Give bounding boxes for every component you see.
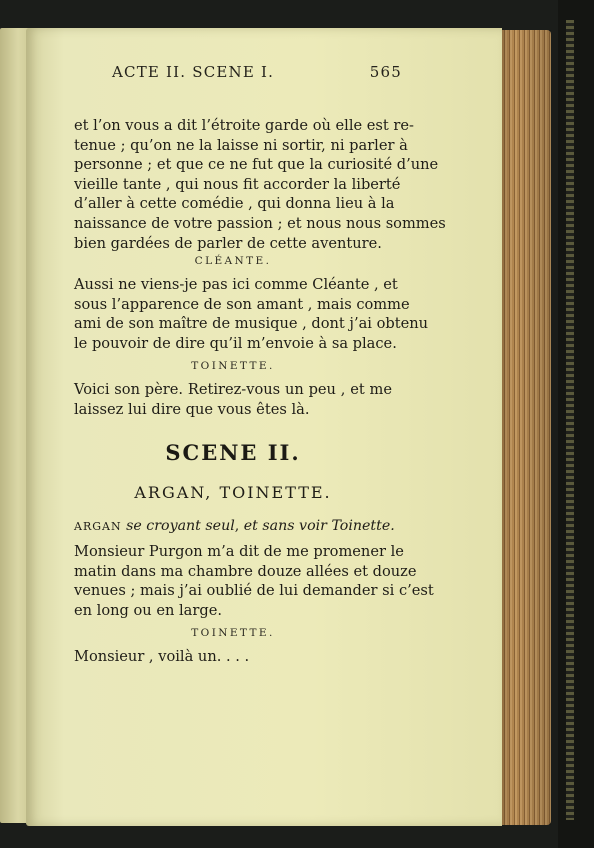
paragraph-4 <box>74 542 434 620</box>
scene-characters: ARGAN, TOINETTE. <box>134 483 332 502</box>
text-line: ami de son maître de musique , dont j’ai obtenu <box>74 315 429 333</box>
text-line: d’aller à cette comédie , qui donna lieu à la <box>74 195 395 213</box>
text-line: bien gardées de parler de cette aventure. <box>74 234 382 252</box>
text-line: laissez lui dire que vous êtes là. <box>74 400 310 418</box>
text-line: Voici son père. Retirez-vous un peu , et me <box>74 381 392 398</box>
speaker-name: TOINETTE. <box>191 627 275 639</box>
stage-italic-2: et sans voir Toinette. <box>243 518 395 534</box>
paragraph-2 <box>74 275 429 353</box>
page-edges <box>497 30 551 825</box>
book-binding <box>558 0 594 848</box>
text-line: Monsieur Purgon m’a dit de me promener le <box>74 543 404 560</box>
text-line: personne ; et que ce ne fut que la curiosité d’une <box>74 156 439 174</box>
binding-decoration <box>566 20 574 820</box>
running-title: ACTE II. SCENE I. <box>112 63 275 81</box>
text-line: en long ou en large. <box>74 601 222 619</box>
stage-role: ARGAN <box>74 520 122 533</box>
stage-direction <box>74 518 396 534</box>
stage-separator: , <box>234 518 240 534</box>
text-line: tenue ; qu’on ne la laisse ni sortir, ni parler à <box>74 136 408 154</box>
text-line: naissance de votre passion ; et nous nous sommes <box>74 214 446 232</box>
text-line: le pouvoir de dire qu’il m’envoie à sa place. <box>74 334 397 352</box>
paragraph-3 <box>74 380 392 419</box>
speaker-name: TOINETTE. <box>191 360 275 372</box>
paragraph-5 <box>74 647 392 667</box>
text-line: Monsieur , voilà un. . . . <box>74 648 250 665</box>
text-line: matin dans ma chambre douze allées et douze <box>74 562 417 580</box>
paragraph-1 <box>74 116 446 253</box>
text-line: et l’on vous a dit l’étroite garde où elle est re- <box>74 117 414 134</box>
running-head <box>112 63 402 81</box>
text-line: sous l’apparence de son amant , mais comme <box>74 295 410 313</box>
text-line: vieille tante , qui nous fit accorder la liberté <box>74 175 401 193</box>
speaker-name: CLÉANTE. <box>194 255 272 267</box>
page-number: 565 <box>369 63 402 81</box>
text-line: Aussi ne viens-je pas ici comme Cléante , et <box>74 276 398 293</box>
text-line: venues ; mais j’ai oublié de lui demander si c’est <box>74 582 434 600</box>
stage-italic-1: se croyant seul <box>126 518 235 534</box>
scene-title: SCENE II. <box>165 440 301 465</box>
